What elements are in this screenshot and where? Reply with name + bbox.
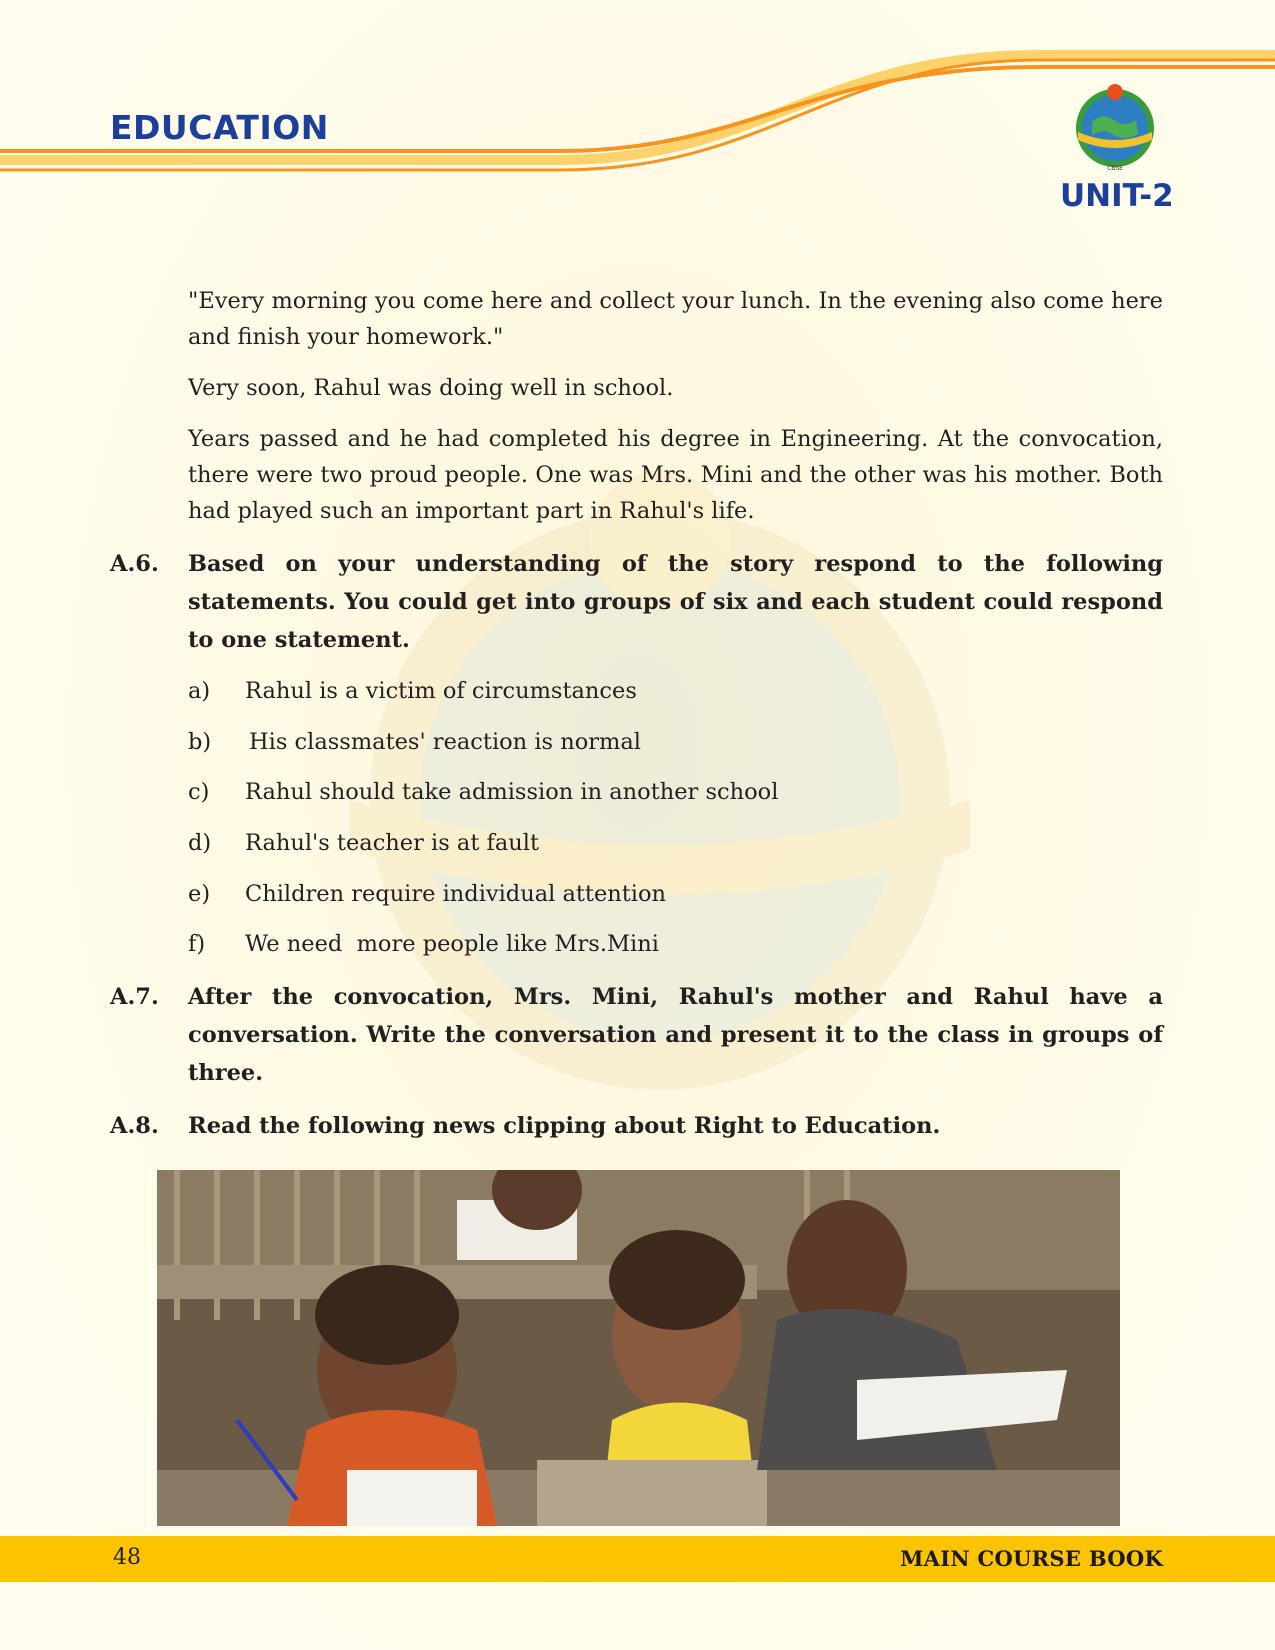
option-letter: b)	[188, 729, 212, 755]
option-text: His classmates' reaction is normal	[249, 729, 641, 755]
option-letter: f)	[188, 931, 206, 957]
option-letter: a)	[188, 678, 211, 704]
option-letter: d)	[188, 830, 212, 856]
option-letter: e)	[188, 881, 211, 907]
question-text: Based on your understanding of the story respond to the following statements. You could get into groups of six and each student could respond to one statement.	[188, 551, 1163, 653]
classroom-children-photo	[157, 1170, 1120, 1526]
question-text: After the convocation, Mrs. Mini, Rahul's mother and Rahul have a conversation. Write the conversation and present it to the class in groups of three.	[188, 984, 1163, 1086]
question-number: A.8.	[110, 1113, 159, 1139]
option-text: Children require individual attention	[245, 881, 667, 907]
question-number: A.6.	[110, 551, 159, 577]
svg-text:CBSE: CBSE	[1107, 165, 1123, 172]
option-text: Rahul should take admission in another school	[245, 779, 779, 805]
option-text: Rahul's teacher is at fault	[245, 830, 539, 856]
option-text: Rahul is a victim of circumstances	[245, 678, 637, 704]
option-text: We need more people like Mrs.Mini	[245, 931, 659, 957]
book-title: MAIN COURSE BOOK	[900, 1546, 1163, 1571]
page-number: 48	[113, 1545, 141, 1570]
question-number: A.7.	[110, 984, 159, 1010]
option-letter: c)	[188, 779, 210, 805]
question-text: Read the following news clipping about Right to Education.	[188, 1113, 941, 1139]
story-paragraph: Very soon, Rahul was doing well in school.	[188, 375, 674, 401]
story-paragraph: Years passed and he had completed his degree in Engineering. At the convocation, there were two proud people. One was Mrs. Mini and the other was his mother. Both had played such an important part in Rahul's life.	[188, 426, 1163, 524]
unit-label: UNIT-2	[1060, 178, 1174, 214]
section-title: EDUCATION	[110, 108, 329, 147]
cbse-globe-logo-icon	[1072, 82, 1158, 174]
story-paragraph: "Every morning you come here and collect your lunch. In the evening also come here and finish your homework."	[188, 288, 1163, 350]
